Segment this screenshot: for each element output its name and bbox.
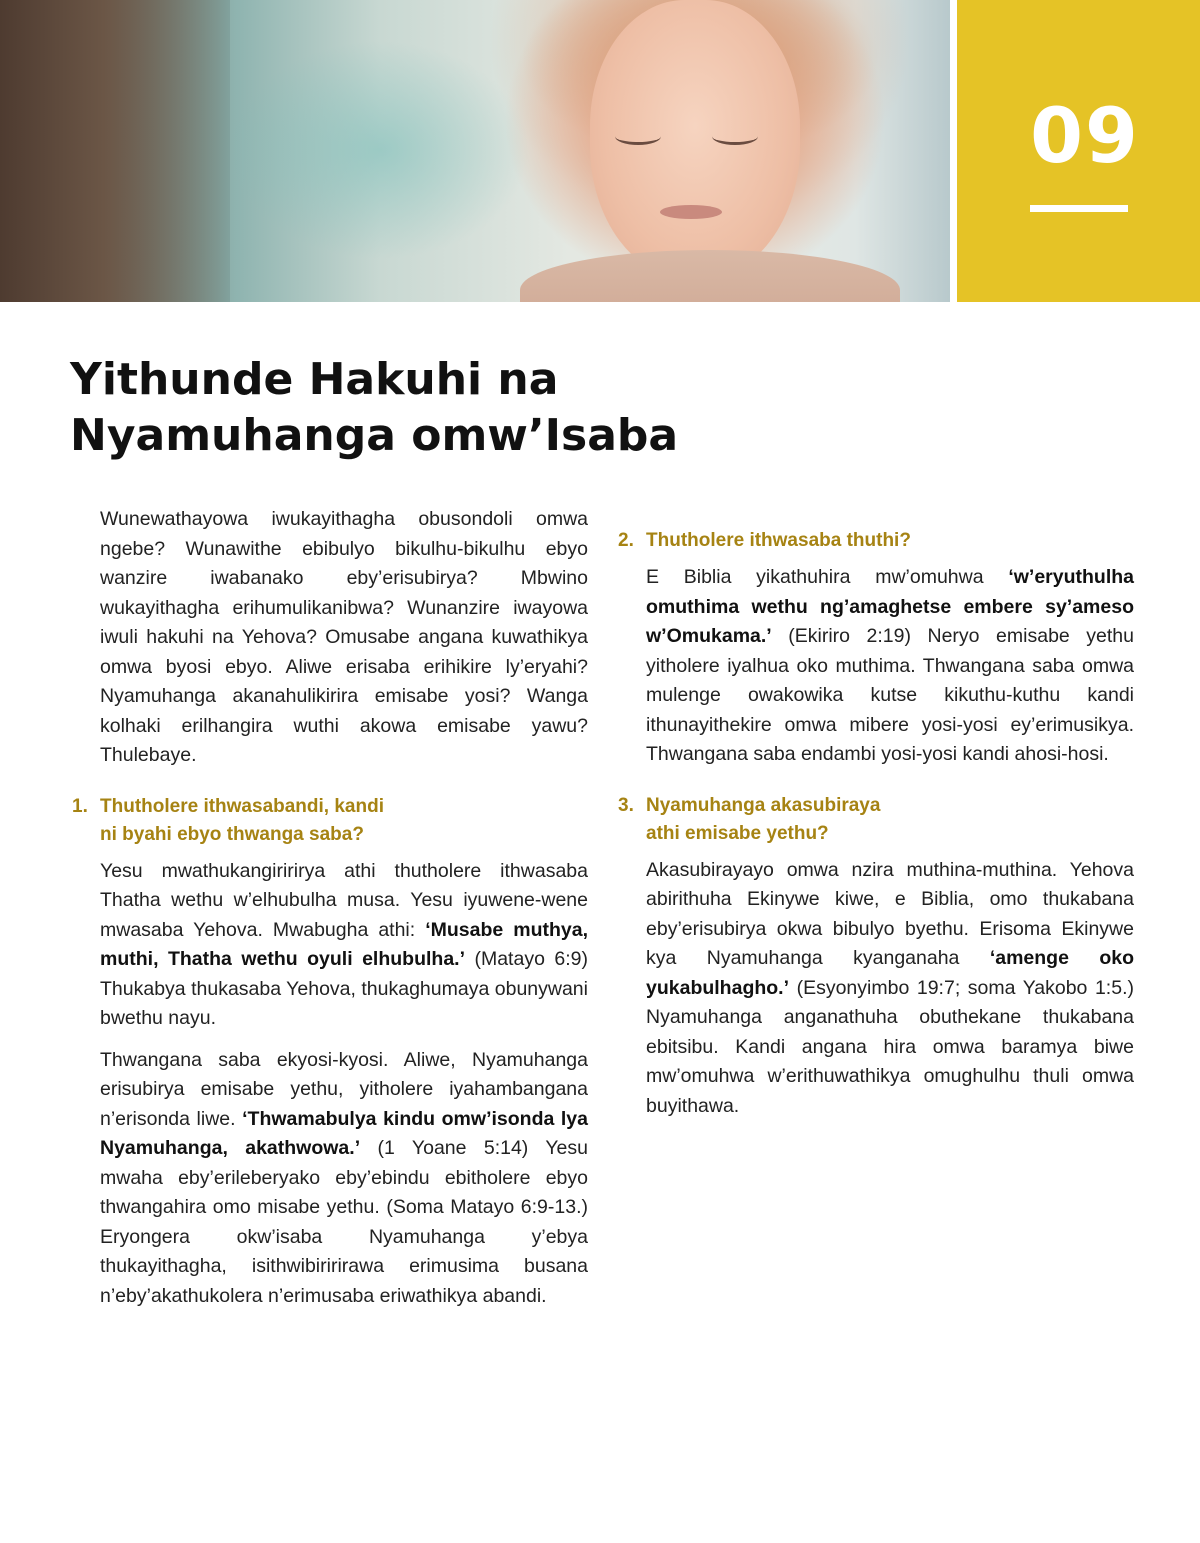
question-2-number: 2.: [618, 530, 634, 551]
question-3-paragraph: [646, 856, 1134, 1122]
page-title-line-2: Nyamuhanga omw’Isaba: [70, 410, 679, 461]
question-1-heading: [72, 793, 588, 849]
hero-background-left: [0, 0, 230, 302]
q1-p2-quote: ‘Thwamabulya kindu omw’isonda lya Nyamuhanga, akathwowa.’: [100, 1107, 589, 1159]
question-2-line-1: Thutholere ithwasaba thuthi?: [646, 530, 911, 551]
question-3-heading: [618, 792, 1134, 848]
question-2-paragraph: [646, 563, 1134, 770]
intro-paragraph: Wunewathayowa iwukayithagha obusondoli omwa ngebe? Wunawithe ebibulyo bikulhu-bikulhu ebyo wanzire iwabanako eby’erisubirya? Mbwino wukayithagha erihumulikanibwa? Wunanzire iwayowa iwuli hakuhi na Yehova? Omusabe angana kuwathikya omwa byosi ebyo. Aliwe erisaba erihikire ly’eryahi? Nyamuhanga akanahulikirira emisabe yosi? Wanga kolhaki erilhangira wuthi akowa emisabe yawu? Thulebaye.: [100, 508, 588, 766]
q1-p2-text-a: Thwangana saba ekyosi-kyosi. Aliwe, Nyamuhanga erisubirya emisabe yethu, yitholere iyahambangana n’erisonda liwe.: [100, 1048, 588, 1130]
q3-p1-text-c: (Esyonyimbo 19:7; soma Yakobo 1:5.) Nyamuhanga anganathuha obuthekane thukabana ebitsibu. Kandi angana hira omwa baramya biwe mw’omuhwa w’erithuwathikya omughulhu thuli omwa buyithawa.: [646, 976, 1134, 1117]
q1-p1-text-c: (Matayo 6:9) Thukabya thukasaba Yehova, thukaghumaya obunywani bwethu nayu.: [100, 948, 588, 1029]
question-1-number: 1.: [72, 795, 88, 817]
chapter-number: 09: [1030, 91, 1140, 180]
q2-p1-text-c: (Ekiriro 2:19) Neryo emisabe yethu yitholere iyalhua oko muthima. Thwangana saba omwa mulenge owakowika kutse kikuthu-kuthu kandi ithunayithekire omwa mibere yosi-yosi ey’erimusikya. Thwangana saba endambi yosi-yosi kandi ahosi-hosi.: [646, 625, 1134, 765]
q1-p1-text-a: Yesu mwathukangiririrya athi thutholere ithwasaba Thatha wethu w’elhubulha musa. Yesu iyuwene-wene mwasaba Yehova. Mwabugha athi:: [100, 859, 588, 941]
q1-p1-quote: ‘Musabe muthya, muthi, Thatha wethu oyuli elhubulha.’: [100, 918, 589, 970]
question-3-number: 3.: [618, 794, 634, 816]
hero-eye-left: [615, 128, 661, 145]
question-3-line-1: Nyamuhanga akasubiraya: [646, 794, 881, 816]
q2-p1-quote: ‘w’eryuthulha omuthima wethu ng’amaghetse embere sy’ameso w’Omukama.’: [646, 566, 1134, 647]
column-left: [72, 505, 589, 1323]
q3-p1-text-a: Akasubirayayo omwa nzira muthina-muthina. Yehova abirithuha Ekinywe kiwe, e Biblia, omo thukabana eby’erisubirya okwa bibulyo byethu. Erisoma Ekinywe kya Nyamuhanga kyanganaha: [646, 858, 1134, 969]
hero-shoulders: [520, 250, 900, 302]
page-title-line-1: Yithunde Hakuhi na: [70, 354, 559, 405]
question-1-paragraph-2: [100, 1046, 588, 1312]
page-title: [70, 352, 870, 464]
question-2-heading: [618, 527, 1134, 555]
hero-background-window: [230, 40, 530, 260]
question-1-line-2: ni byahi ebyo thwanga saba?: [100, 823, 364, 845]
chapter-underline: [1030, 205, 1128, 212]
hero-lips: [660, 205, 722, 219]
q2-p1-text-a: E Biblia yikathuhira mw’omuhwa: [646, 566, 1009, 588]
q3-p1-quote: ‘amenge oko yukabulhagho.’: [646, 947, 1134, 999]
question-1-paragraph-1: [100, 857, 588, 1034]
question-3-line-2: athi emisabe yethu?: [646, 822, 829, 844]
hero-eye-right: [712, 128, 758, 145]
q1-p2-text-c: (1 Yoane 5:14) Yesu mwaha eby’erileberyako eby’ebindu ebitholere ebyo thwangahira omo misabe yethu. (Soma Matayo 6:9-13.) Eryongera okw’isaba Nyamuhanga y’ebya thukayithagha, isithwibiririrawa erimusima busana n’eby’akathukolera n’erimusaba eriwathikya abandi.: [100, 1137, 588, 1307]
hero-photo: [0, 0, 950, 302]
column-right: [618, 505, 1134, 1133]
question-1-line-1: Thutholere ithwasabandi, kandi: [100, 795, 384, 817]
